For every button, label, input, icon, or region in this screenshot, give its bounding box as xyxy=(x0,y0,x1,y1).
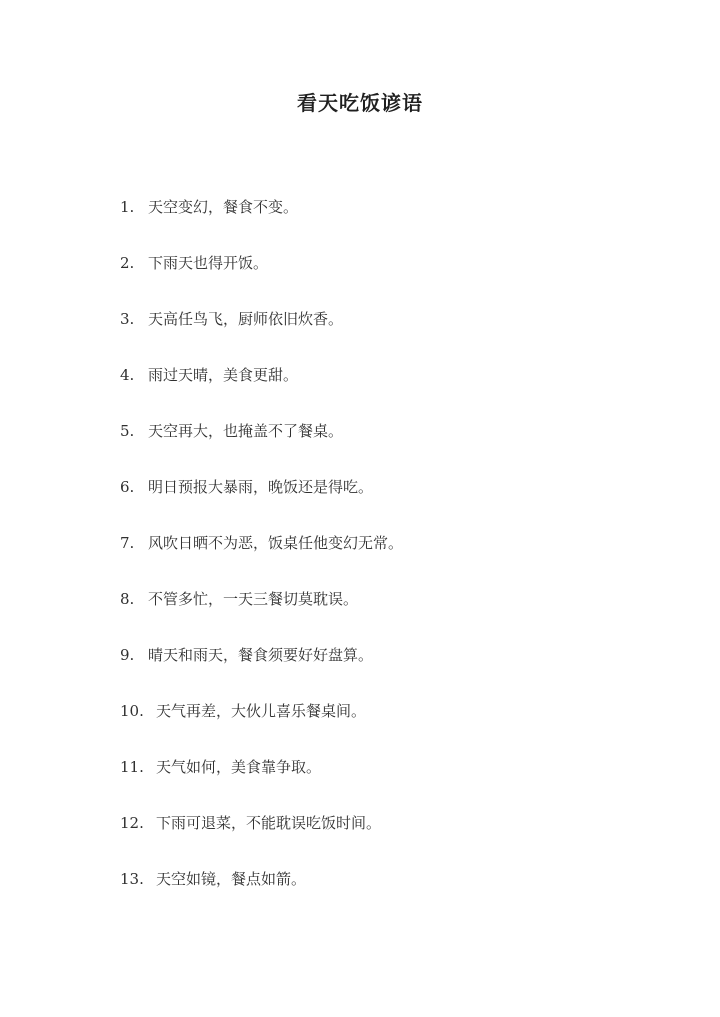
item-text: 天空变幻，餐食不变。 xyxy=(148,198,299,216)
list-item xyxy=(120,251,403,307)
list-item xyxy=(120,643,403,699)
item-number: 12. xyxy=(120,814,144,832)
item-number: 3. xyxy=(120,310,135,328)
list-item xyxy=(120,867,403,923)
item-text: 下雨可退菜，不能耽误吃饭时间。 xyxy=(156,814,382,832)
item-number: 2. xyxy=(120,254,135,272)
list-item xyxy=(120,587,403,643)
item-number: 1. xyxy=(120,198,135,216)
item-text: 不管多忙，一天三餐切莫耽误。 xyxy=(148,590,359,608)
item-number: 4. xyxy=(120,366,135,384)
list-item xyxy=(120,811,403,867)
item-text: 下雨天也得开饭。 xyxy=(148,254,269,272)
proverb-list xyxy=(120,195,403,923)
item-text: 天气再差，大伙儿喜乐餐桌间。 xyxy=(156,702,367,720)
list-item xyxy=(120,755,403,811)
item-number: 11. xyxy=(120,758,144,776)
list-item xyxy=(120,307,403,363)
item-number: 10. xyxy=(120,702,144,720)
item-text: 天空再大，也掩盖不了餐桌。 xyxy=(148,422,344,440)
item-text: 明日预报大暴雨，晚饭还是得吃。 xyxy=(148,478,374,496)
item-text: 雨过天晴，美食更甜。 xyxy=(148,366,299,384)
item-number: 6. xyxy=(120,478,135,496)
item-text: 天高任鸟飞，厨师依旧炊香。 xyxy=(148,310,344,328)
item-text: 晴天和雨天，餐食须要好好盘算。 xyxy=(148,646,374,664)
list-item xyxy=(120,363,403,419)
item-text: 风吹日晒不为恶，饭桌任他变幻无常。 xyxy=(148,534,404,552)
item-number: 8. xyxy=(120,590,135,608)
item-number: 13. xyxy=(120,870,144,888)
item-number: 9. xyxy=(120,646,135,664)
list-item xyxy=(120,699,403,755)
list-item xyxy=(120,419,403,475)
list-item xyxy=(120,475,403,531)
item-number: 7. xyxy=(120,534,135,552)
list-item xyxy=(120,531,403,587)
list-item xyxy=(120,195,403,251)
item-text: 天气如何，美食靠争取。 xyxy=(156,758,322,776)
item-text: 天空如镜，餐点如箭。 xyxy=(156,870,307,888)
item-number: 5. xyxy=(120,422,135,440)
document-title: 看天吃饭谚语 xyxy=(297,91,423,115)
